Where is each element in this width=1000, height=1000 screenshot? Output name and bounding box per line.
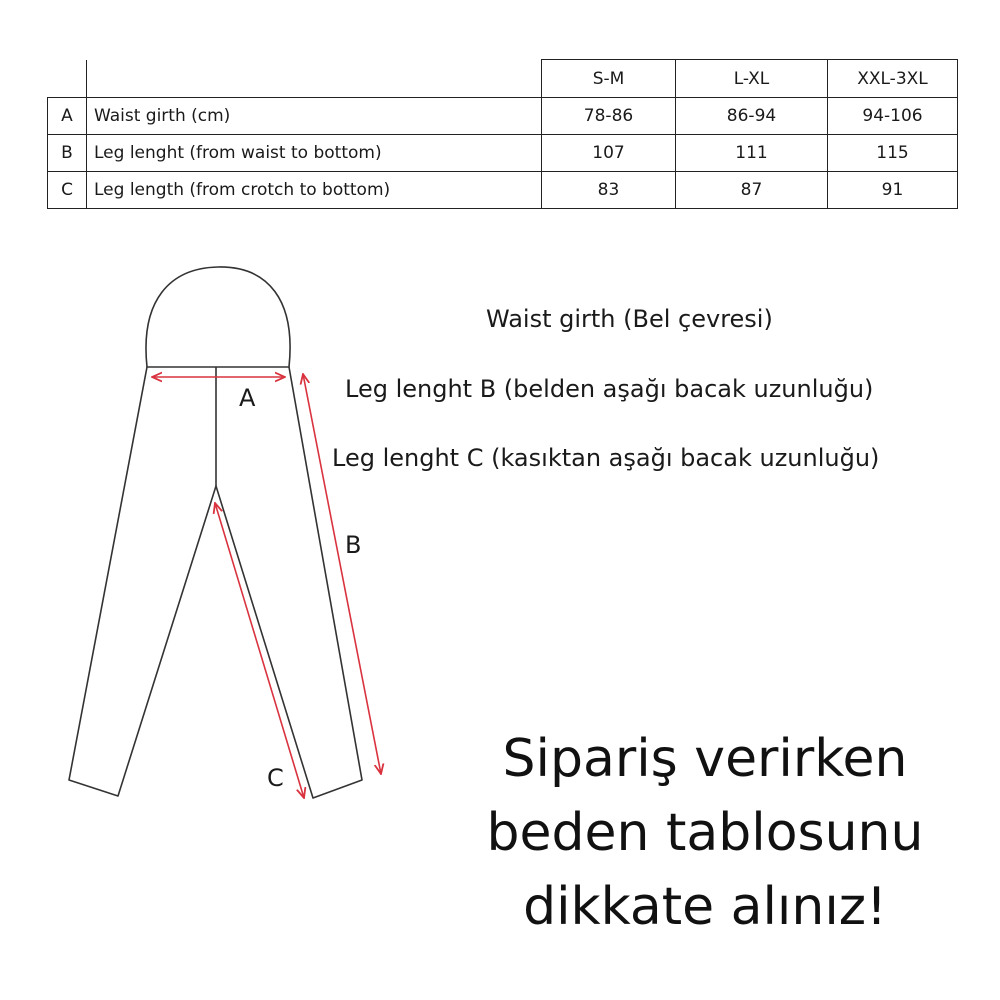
row-label: Leg length (from crotch to bottom) bbox=[87, 172, 542, 209]
header-size-s-m: S-M bbox=[542, 60, 676, 98]
row-key: A bbox=[48, 98, 87, 135]
header-size-xxl-3xl: XXL-3XL bbox=[828, 60, 958, 98]
header-size-l-xl: L-XL bbox=[676, 60, 828, 98]
row-label: Waist girth (cm) bbox=[87, 98, 542, 135]
row-label: Leg lenght (from waist to bottom) bbox=[87, 135, 542, 172]
diagram-label-b: B bbox=[345, 531, 362, 559]
waistband-outline bbox=[146, 267, 290, 367]
legend-leg-length-b: Leg lenght B (belden aşağı bacak uzunluğu) bbox=[345, 375, 874, 403]
row-key: C bbox=[48, 172, 87, 209]
measure-arrow-c bbox=[215, 503, 304, 798]
notice-line: beden tablosunu bbox=[486, 803, 924, 863]
row-key: B bbox=[48, 135, 87, 172]
cell-value: 87 bbox=[676, 172, 828, 209]
cell-value: 107 bbox=[542, 135, 676, 172]
measure-arrow-b bbox=[303, 374, 381, 774]
cell-value: 86-94 bbox=[676, 98, 828, 135]
cell-value: 83 bbox=[542, 172, 676, 209]
cell-value: 115 bbox=[828, 135, 958, 172]
cell-value: 78-86 bbox=[542, 98, 676, 135]
legend-leg-length-c: Leg lenght C (kasıktan aşağı bacak uzunluğu) bbox=[332, 444, 880, 472]
legend-waist-girth: Waist girth (Bel çevresi) bbox=[486, 305, 773, 333]
diagram-label-a: A bbox=[239, 384, 256, 412]
diagram-label-c: C bbox=[267, 764, 284, 792]
notice-line: dikkate alınız! bbox=[523, 877, 887, 937]
cell-value: 94-106 bbox=[828, 98, 958, 135]
notice-line: Sipariş verirken bbox=[502, 729, 908, 789]
cell-value: 91 bbox=[828, 172, 958, 209]
size-chart-notice bbox=[440, 722, 970, 944]
cell-value: 111 bbox=[676, 135, 828, 172]
